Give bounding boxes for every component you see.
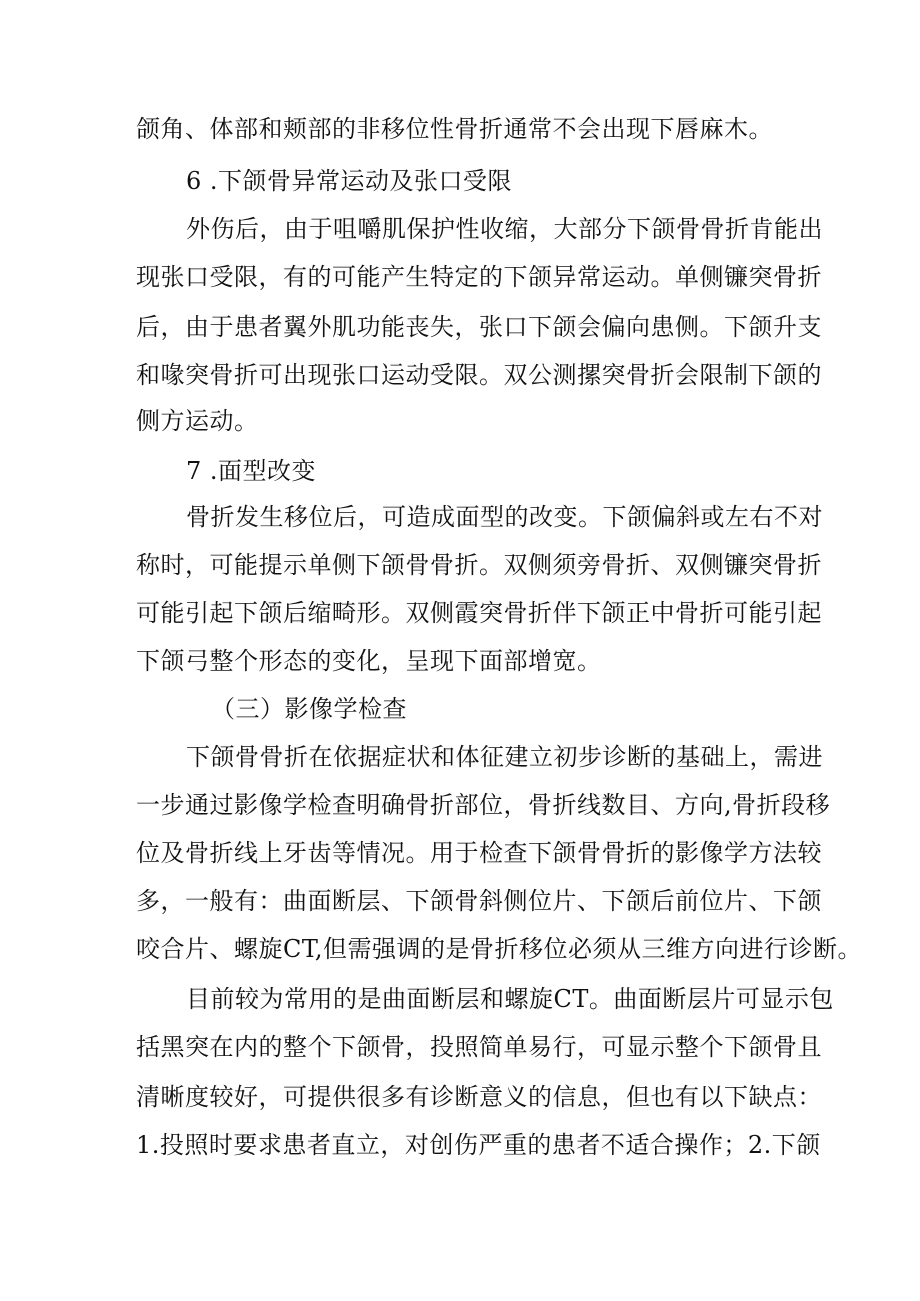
text-line: 可能引起下颌后缩畸形。双侧霞突骨折伴下颌正中骨折可能引起 — [136, 599, 822, 627]
text-line: 一步通过影像学检查明确骨折部位，骨折线数目、方向,骨折段移 — [136, 791, 831, 819]
section-heading-7: 7 .面型改变 — [186, 457, 317, 485]
text-line: 骨折发生移位后，可造成面型的改变。下颌偏斜或左右不对 — [186, 503, 823, 531]
text-line: 1.投照时要求患者直立，对创伤严重的患者不适合操作；2.下颌 — [136, 1131, 821, 1159]
section-heading-6: 6 .下颌骨异常运动及张口受限 — [186, 167, 513, 195]
text-line: 称时，可能提示单侧下颌骨骨折。双侧须旁骨折、双侧镰突骨折 — [136, 551, 822, 579]
text-line: 颌角、体部和颊部的非移位性骨折通常不会出现下唇麻木。 — [136, 115, 773, 143]
text-line: 后，由于患者翼外肌功能丧失，张口下颌会偏向患侧。下颌升支 — [136, 313, 822, 341]
text-line: 多，一般有：曲面断层、下颌骨斜侧位片、下颌后前位片、下颌 — [136, 887, 822, 915]
text-line: 清晰度较好，可提供很多有诊断意义的信息，但也有以下缺点： — [136, 1083, 822, 1111]
text-line: 现张口受限，有的可能产生特定的下颌异常运动。单侧镰突骨折 — [136, 263, 822, 291]
text-line: 目前较为常用的是曲面断层和螺旋CT。曲面断层片可显示包 — [186, 985, 834, 1013]
text-line: 外伤后，由于咀嚼肌保护性收缩，大部分下颌骨骨折肯能出 — [186, 215, 823, 243]
text-line: 侧方运动。 — [136, 407, 259, 435]
text-line: 括黑突在内的整个下颌骨，投照简单易行，可显示整个下颌骨且 — [136, 1033, 822, 1061]
text-line: 和喙突骨折可出现张口运动受限。双公测摞突骨折会限制下颌的 — [136, 361, 822, 389]
text-line: 咬合片、螺旋CT,但需强调的是骨折移位必须从三维方向进行诊断。 — [136, 935, 862, 963]
text-line: 下颌骨骨折在依据症状和体征建立初步诊断的基础上，需进 — [186, 743, 823, 771]
text-line: 下颌弓整个形态的变化，呈现下面部增宽。 — [136, 647, 602, 675]
text-line: 位及骨折线上牙齿等情况。用于检查下颌骨骨折的影像学方法较 — [136, 839, 822, 867]
section-heading-3: （三）影像学检查 — [211, 695, 407, 723]
